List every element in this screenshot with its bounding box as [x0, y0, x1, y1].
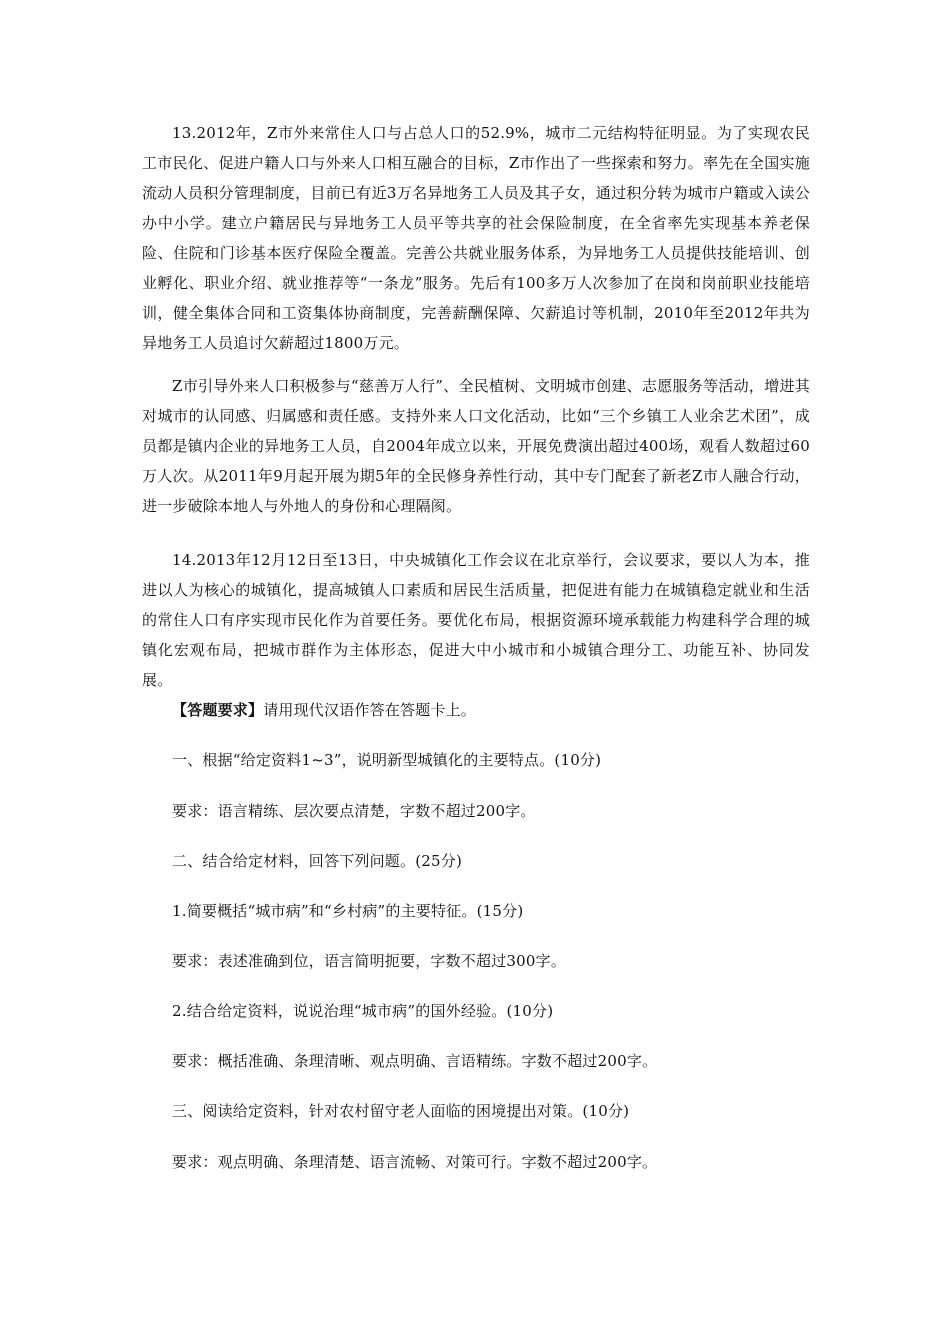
answer-requirements-heading: 【答题要求】 [172, 701, 264, 719]
material-paragraph-13: 13.2012年，Z市外来常住人口与占总人口的52.9%，城市二元结构特征明显。为了实现农民工市民化、促进户籍人口与外来人口相互融合的目标，Z市作出了一些探索和努力。率先在全国实施流动人员积分管理制度，目前已有近3万名异地务工人员及其子女，通过积分转为城市户籍或入读公办中小学。建立户籍居民与异地务工人员平等共享的社会保险制度，在全省率先实现基本养老保险、住院和门诊基本医疗保险全覆盖。完善公共就业服务体系，为异地务工人员提供技能培训、创业孵化、职业介绍、就业推荐等“一条龙”服务。先后有100多万人次参加了在岗和岗前职业技能培训，健全集体合同和工资集体协商制度，完善薪酬保障、欠薪追讨等机制，2010年至2012年共为异地务工人员追讨欠薪超过1800万元。 [142, 124, 810, 352]
answer-requirements-line [172, 695, 812, 725]
question-2-2: 2.结合给定资料，说说治理“城市病”的国外经验。(10分) [172, 1002, 554, 1020]
question-1: 一、根据“给定资料1~3”，说明新型城镇化的主要特点。(10分) [172, 751, 602, 769]
question-2-1: 1.简要概括“城市病”和“乡村病”的主要特征。(15分) [172, 902, 524, 920]
question-2: 二、结合给定材料，回答下列问题。(25分) [172, 852, 462, 870]
answer-requirements-intro: 请用现代汉语作答在答题卡上。 [263, 701, 477, 719]
material-paragraph-13-continued: Z市引导外来人口积极参与“慈善万人行”、全民植树、文明城市创建、志愿服务等活动，增进其对城市的认同感、归属感和责任感。支持外来人口文化活动，比如“三个乡镇工人业余艺术团”，成员都是镇内企业的异地务工人员，自2004年成立以来，开展免费演出超过400场，观看人数超过60万人次。从2011年9月起开展为期5年的全民修身养性行动，其中专门配套了新老Z市人融合行动，进一步破除本地人与外地人的身份和心理隔阂。 [142, 377, 810, 515]
material-paragraph-14: 14.2013年12月12日至13日，中央城镇化工作会议在北京举行，会议要求，要以人为本，推进以人为核心的城镇化，提高城镇人口素质和居民生活质量，把促进有能力在城镇稳定就业和生活的常住人口有序实现市民化作为首要任务。要优化布局，根据资源环境承载能力构建科学合理的城镇化宏观布局，把城市群作为主体形态，促进大中小城市和小城镇合理分工、功能互补、协同发展。 [142, 551, 810, 689]
question-2-2-requirement: 要求：概括准确、条理清晰、观点明确、言语精练。字数不超过200字。 [172, 1052, 658, 1070]
question-3-requirement: 要求：观点明确、条理清楚、语言流畅、对策可行。字数不超过200字。 [172, 1153, 658, 1171]
question-3: 三、阅读给定资料，针对农村留守老人面临的困境提出对策。(10分) [172, 1102, 630, 1120]
question-1-requirement: 要求：语言精练、层次要点清楚，字数不超过200字。 [172, 802, 536, 820]
question-2-1-requirement: 要求：表述准确到位，语言简明扼要，字数不超过300字。 [172, 952, 567, 970]
